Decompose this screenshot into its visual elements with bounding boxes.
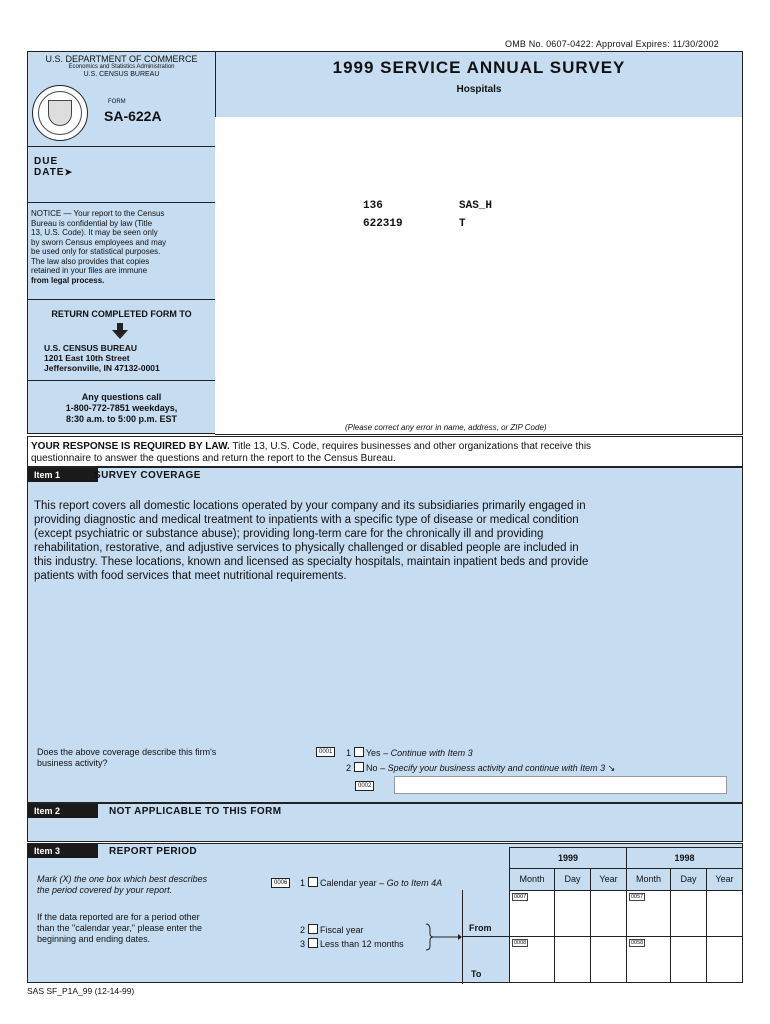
no-option[interactable]: 2 No – Specify your business activity and continue with Item 3 ↘ xyxy=(346,763,616,773)
field-code: 0001 xyxy=(316,747,335,757)
to-1999-year[interactable] xyxy=(590,936,627,983)
field-code: 0006 xyxy=(271,878,290,888)
legal-requirement: YOUR RESPONSE IS REQUIRED BY LAW. Title 13, U.S. Code, requires businesses and other organizations that receive this questionnaire to answer the questions and return the report to the Census Bureau. xyxy=(27,436,743,467)
survey-title: 1999 SERVICE ANNUAL SURVEY xyxy=(332,58,626,77)
field-code: 0008 xyxy=(514,940,527,946)
correction-note: (Please correct any error in name, address, or ZIP Code) xyxy=(345,423,547,432)
label-code: 622319 xyxy=(363,218,403,230)
title-block xyxy=(215,51,743,118)
fiscal-year-checkbox[interactable] xyxy=(308,924,318,934)
from-1998-month[interactable] xyxy=(626,890,671,937)
field-code: 0057 xyxy=(631,894,644,900)
brace-arrow-icon xyxy=(424,922,462,952)
item1-tag: Item 1 xyxy=(28,468,98,482)
to-1998-day[interactable] xyxy=(670,936,707,983)
coverage-question: Does the above coverage describe this firm's business activity? xyxy=(37,747,217,768)
item2-heading: NOT APPLICABLE TO THIS FORM xyxy=(109,806,282,817)
dept-name: U.S. DEPARTMENT OF COMMERCE xyxy=(45,54,198,64)
divider xyxy=(28,146,215,147)
divider xyxy=(28,380,215,381)
omb-number: OMB No. 0607-0422: Approval Expires: 11/30/2002 xyxy=(505,39,719,49)
from-1999-month[interactable] xyxy=(509,890,555,937)
from-1999-day[interactable] xyxy=(554,890,591,937)
label-code: 136 xyxy=(363,200,383,212)
item3-heading: REPORT PERIOD xyxy=(109,846,197,857)
fiscal-year-option[interactable]: 2 Fiscal year xyxy=(300,925,364,935)
form-label: FORM xyxy=(108,99,126,105)
item3-panel xyxy=(27,843,743,983)
commerce-seal-icon xyxy=(32,85,88,141)
from-1998-year[interactable] xyxy=(706,890,743,937)
item2-panel xyxy=(27,803,743,842)
less-than-12-months-checkbox[interactable] xyxy=(308,938,318,948)
to-1998-year[interactable] xyxy=(706,936,743,983)
from-1998-day[interactable] xyxy=(670,890,707,937)
to-label: To xyxy=(471,969,482,979)
sidebar xyxy=(27,51,216,434)
business-activity-field[interactable] xyxy=(394,776,727,794)
divider xyxy=(28,299,215,300)
divider xyxy=(28,202,215,203)
from-1999-year[interactable] xyxy=(590,890,627,937)
year-1999-header: 1999 xyxy=(509,847,627,869)
item3-tag: Item 3 xyxy=(28,844,98,858)
col-day: Day xyxy=(554,868,591,891)
report-period-instruction: Mark (X) the one box which best describes the period covered by your report. xyxy=(37,874,208,895)
col-year: Year xyxy=(706,868,743,891)
coverage-description: This report covers all domestic locations operated by your company and its subsidiaries primarily engaged in providing diagnostic and medical treatment to inpatients with a specific type of disease or medical condition (except psychiatric or substance abuse); providing long-term care for the chronically ill and providing rehabilitation, restorative, and adjustive services to physically challenged or disabled people are included in this industry. These locations, known and licensed as specialty hospitals, maintain inpatient beds and provide patients with food services that meet nutritional requirements. xyxy=(34,500,589,582)
col-year: Year xyxy=(590,868,627,891)
return-title: RETURN COMPLETED FORM TO xyxy=(51,309,192,319)
item1-heading: SURVEY COVERAGE xyxy=(94,470,201,481)
pointer-icon: ➤ xyxy=(64,167,74,177)
yes-option[interactable]: 1 Yes – Continue with Item 3 xyxy=(346,748,473,758)
field-code: 0007 xyxy=(514,894,527,900)
item2-tag: Item 2 xyxy=(28,804,98,818)
to-1998-month[interactable] xyxy=(626,936,671,983)
confidentiality-notice: NOTICE — Your report to the Census Bureau is confidential by law (Title 13, U.S. Code). It may be seen only by sworn Census employees and may be used only for statistical purposes. The law also provides that copies retained in your files are immune from legal process. xyxy=(31,209,167,285)
arrow-down-right-icon: ↘ xyxy=(607,763,616,773)
mailing-label-area xyxy=(215,117,743,435)
less-than-12-months-option[interactable]: 3 Less than 12 months xyxy=(300,939,404,949)
other-period-instruction: If the data reported are for a period other than the "calendar year," please enter the beginning and ending dates. xyxy=(37,912,203,944)
due-date-label: DUE DATE➤ xyxy=(34,156,74,178)
calendar-year-checkbox[interactable] xyxy=(308,877,318,887)
from-label: From xyxy=(469,923,492,933)
col-day: Day xyxy=(670,868,707,891)
admin-name: Economics and Statistics Administration xyxy=(68,64,175,70)
form-number: SA-622A xyxy=(104,108,162,124)
to-1999-day[interactable] xyxy=(554,936,591,983)
yes-checkbox[interactable] xyxy=(354,747,364,757)
calendar-year-option[interactable]: 1 Calendar year – Go to Item 4A xyxy=(300,878,443,888)
return-address: U.S. CENSUS BUREAU 1201 East 10th Street Jeffersonville, IN 47132-0001 xyxy=(44,343,160,373)
form-footer-code: SAS SF_P1A_99 (12-14-99) xyxy=(27,986,135,996)
agency-block xyxy=(28,54,215,78)
field-code: 0058 xyxy=(631,940,644,946)
down-arrow-icon xyxy=(112,323,128,339)
no-checkbox[interactable] xyxy=(354,762,364,772)
label-code: SAS_H xyxy=(459,200,493,212)
to-1999-month[interactable] xyxy=(509,936,555,983)
from-to-column xyxy=(462,890,510,984)
survey-subtitle: Hospitals xyxy=(456,84,502,95)
year-1998-header: 1998 xyxy=(626,847,743,869)
col-month: Month xyxy=(509,868,555,891)
field-code: 0002 xyxy=(355,781,374,791)
questions-contact: Any questions call 1-800-772-7851 weekdays, 8:30 a.m. to 5:00 p.m. EST xyxy=(65,392,178,424)
item1-panel xyxy=(27,467,743,803)
bureau-name: U.S. CENSUS BUREAU xyxy=(83,71,160,78)
col-month: Month xyxy=(626,868,671,891)
label-code: T xyxy=(459,218,466,230)
